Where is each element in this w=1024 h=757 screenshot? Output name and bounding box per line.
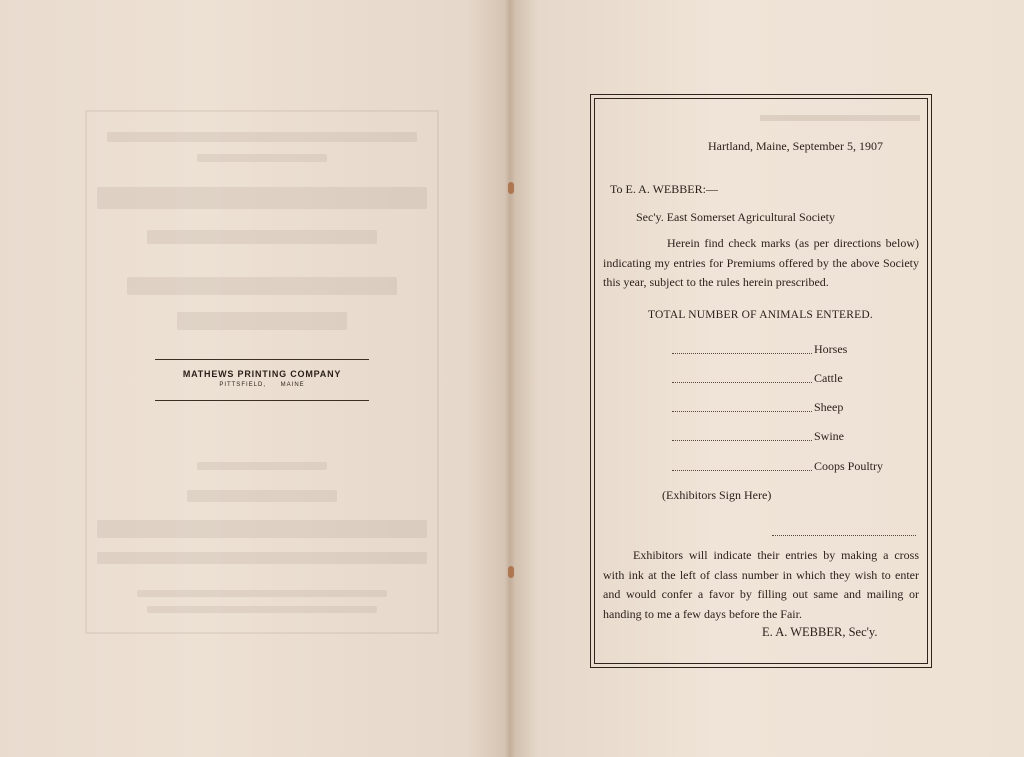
left-page — [0, 0, 508, 757]
coops-poultry-blank[interactable] — [672, 470, 812, 471]
printer-city: PITTSFIELD, — [219, 382, 266, 388]
dateline: Hartland, Maine, September 5, 1907 — [708, 139, 883, 153]
animal-coops-poultry: Coops Poultry — [814, 459, 884, 473]
addressee-title: Sec'y. East Somerset Agricultural Society — [636, 210, 836, 224]
horses-blank[interactable] — [672, 353, 812, 354]
addressee-line: To E. A. WEBBER:— — [610, 182, 718, 196]
swine-blank[interactable] — [672, 440, 812, 441]
animal-horses: Horses — [814, 342, 848, 356]
intro-paragraph: Herein find check marks (as per directions below) indicating my entries for Premiums offered by the above Society this year, subject to the rules herein prescribed. — [603, 236, 919, 289]
print-through-ghost-right: ▬▬▬▬▬▬▬▬ — [760, 104, 920, 126]
printer-imprint — [155, 359, 369, 401]
printer-name: MATHEWS PRINTING COMPANY — [182, 369, 342, 379]
total-heading: TOTAL NUMBER OF ANIMALS ENTERED. — [648, 309, 873, 321]
staple-bottom — [508, 566, 514, 578]
sheep-blank[interactable] — [672, 411, 812, 412]
printer-state: MAINE — [280, 382, 305, 388]
animal-cattle: Cattle — [814, 371, 843, 385]
printer-location — [155, 382, 369, 388]
animal-sheep: Sheep — [814, 400, 844, 414]
instructions-paragraph: Exhibitors will indicate their entries by making a cross with ink at the left of class number in which they wish to enter and would confer a favor by filling out same and mailing or handing to me a few days before the Fair. — [603, 548, 919, 621]
staple-top — [508, 182, 514, 194]
exhibitor-signature-line[interactable] — [772, 535, 916, 536]
secretary-signature: E. A. WEBBER, Sec'y. — [762, 625, 878, 639]
animal-swine: Swine — [814, 429, 844, 443]
cattle-blank[interactable] — [672, 382, 812, 383]
book-gutter — [504, 0, 516, 757]
sign-label: (Exhibitors Sign Here) — [662, 488, 772, 502]
